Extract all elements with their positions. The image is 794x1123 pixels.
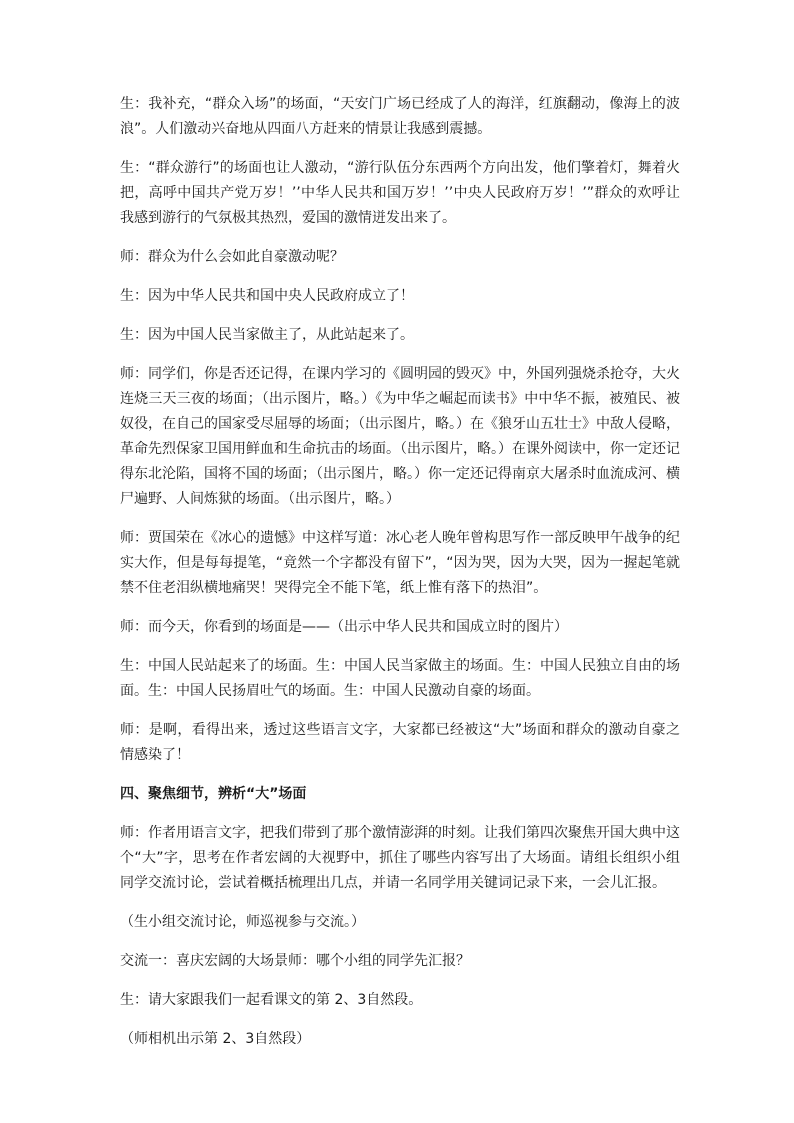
paragraph-4: 生：因为中华人民共和国中央人民政府成立了！	[120, 288, 414, 304]
paragraph-15: 生：请大家跟我们一起看课文的第 2、3自然段。	[120, 992, 423, 1008]
paragraph-16: （师相机出示第 2、3自然段）	[120, 1031, 311, 1047]
paragraph-12: 师：作者用语言文字，把我们带到了那个激情澎湃的时刻。让我们第四次聚焦开国大典中这个“大”字，思考在作者宏阔的大视野中，抓住了哪些内容写出了大场面。请组长组织小组同学交流讨论，尝试着概括梳理出几点，并请一名同学用关键词记录下来，一会儿汇报。	[120, 825, 680, 891]
paragraph-2: 生：“群众游行”的场面也让人激动，“游行队伍分东西两个方向出发，他们擎着灯，舞着火把，高呼中国共产党万岁！’’中华人民共和国万岁！’’中央人民政府万岁！’”群众的欢呼让我感到游行的气氛极其热烈，爱国的激情迸发出来了。	[120, 160, 680, 226]
paragraph-10: 师：是啊，看得出来，透过这些语言文字，大家都已经被这“大”场面和群众的激动自豪之情感染了！	[120, 722, 680, 763]
paragraph-9: 生：中国人民站起来了的场面。生：中国人民当家做主的场面。生：中国人民独立自由的场面。生：中国人民扬眉吐气的场面。生：中国人民激动自豪的场面。	[120, 658, 680, 699]
paragraph-14: 交流一：喜庆宏阔的大场景师：哪个小组的同学先汇报？	[120, 953, 470, 969]
paragraph-13: （生小组交流讨论，师巡视参与交流。）	[120, 914, 365, 930]
document-page	[120, 92, 680, 1066]
paragraph-6: 师：同学们，你是否还记得，在课内学习的《圆明园的毁灭》中，外国列强烧杀抢夺，大火连烧三天三夜的场面；（出示图片，略。）《为中华之崛起而读书》中中华不振，被殖民、被奴役，在自己的国家受尽屈辱的场面；（出示图片，略。）在《狼牙山五壮士》中敌人侵略，革命先烈保家卫国用鲜血和生命抗击的场面。（出示图片，略。）在课外阅读中，你一定还记得东北沦陷，国将不国的场面；（出示图片，略。）你一定还记得南京大屠杀时血流成河、横尸遍野、人间炼狱的场面。（出示图片，略。）	[120, 366, 680, 507]
paragraph-5: 生：因为中国人民当家做主了，从此站起来了。	[120, 327, 414, 343]
paragraph-3: 师：群众为什么会如此自豪激动呢？	[120, 249, 344, 265]
section-heading: 四、聚焦细节，辨析“大”场面	[120, 786, 307, 802]
paragraph-1: 生：我补充，“群众入场”的场面，“天安门广场已经成了人的海洋，红旗翻动，像海上的波浪”。人们激动兴奋地从四面八方赶来的情景让我感到震撼。	[120, 96, 680, 137]
paragraph-8: 师：而今天，你看到的场面是——（出示中华人民共和国成立时的图片）	[120, 619, 568, 635]
paragraph-7: 师：贾国荣在《冰心的遗憾》中这样写道：冰心老人晚年曾构思写作一部反映甲午战争的纪实大作，但是每每提笔，“竟然一个字都没有留下”，“因为哭，因为大哭，因为一握起笔就禁不住老泪纵横地痛哭！哭得完全不能下笔，纸上惟有落下的热泪”。	[120, 530, 680, 596]
